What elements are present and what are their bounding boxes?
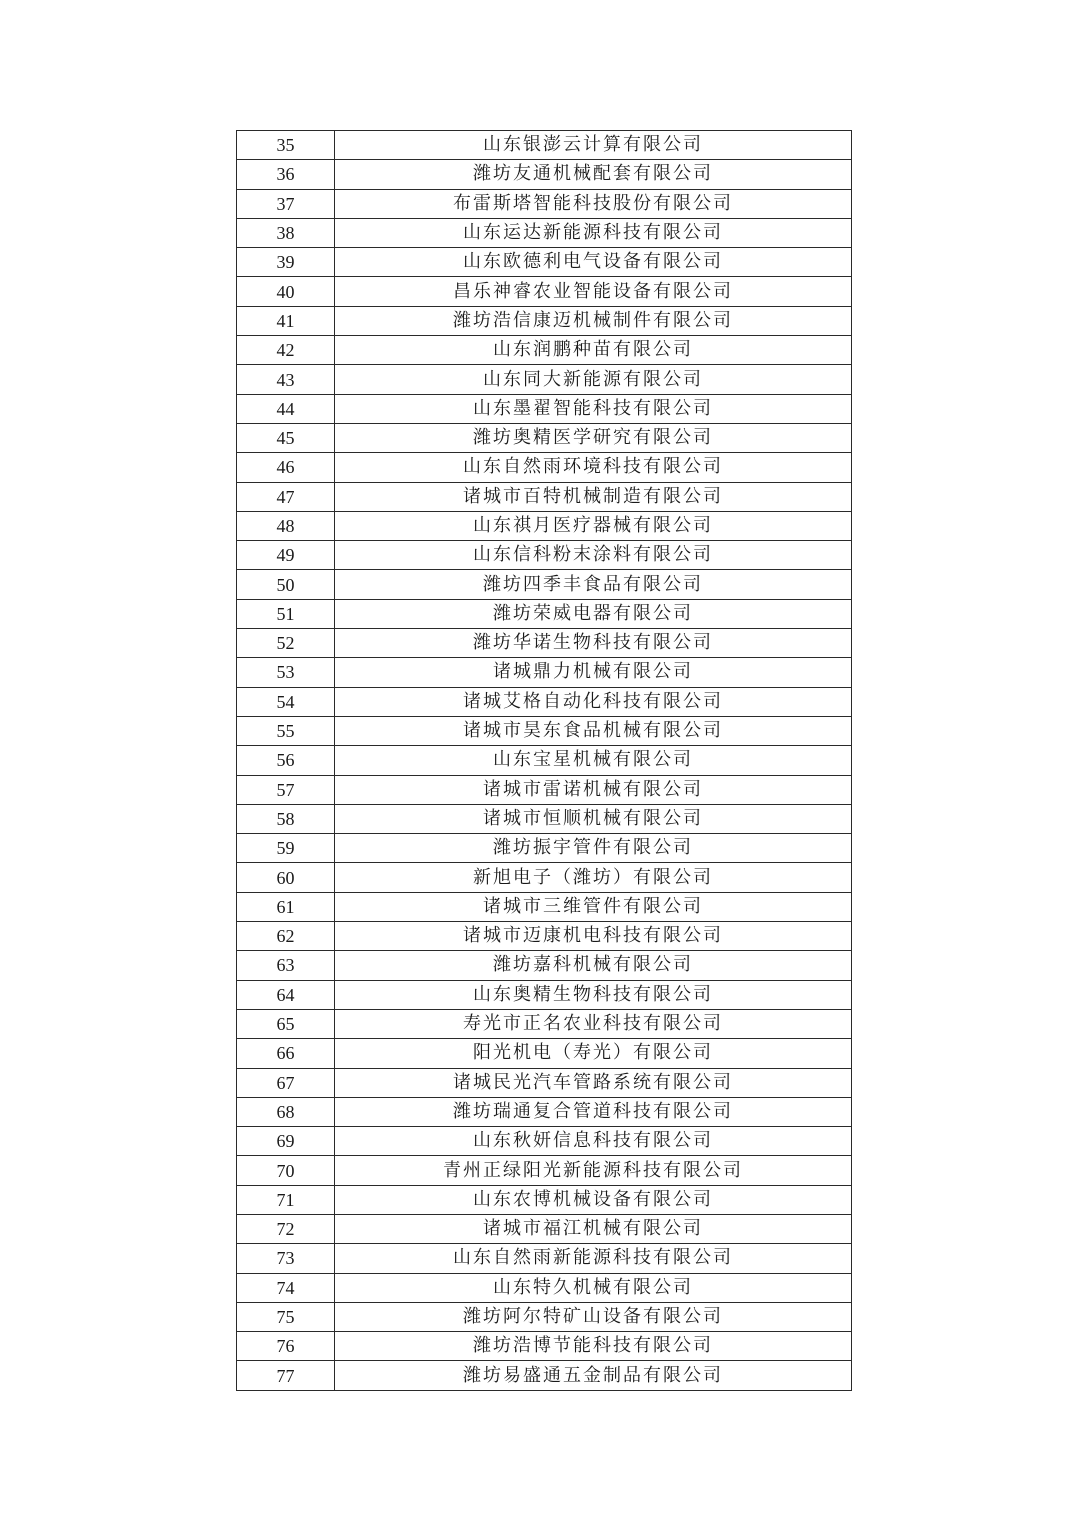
table-row: [237, 394, 852, 423]
company-name: 山东秋妍信息科技有限公司: [335, 1127, 852, 1156]
table-row: [237, 541, 852, 570]
company-name: 潍坊浩信康迈机械制件有限公司: [335, 306, 852, 335]
row-number: 51: [237, 599, 335, 628]
table-row: [237, 570, 852, 599]
table-row: [237, 1039, 852, 1068]
table-row: [237, 160, 852, 189]
table-row: [237, 804, 852, 833]
company-name: 潍坊荣威电器有限公司: [335, 599, 852, 628]
table-row: [237, 336, 852, 365]
company-name: 诸城市恒顺机械有限公司: [335, 804, 852, 833]
company-name: 山东欧德利电气设备有限公司: [335, 248, 852, 277]
row-number: 74: [237, 1273, 335, 1302]
row-number: 50: [237, 570, 335, 599]
row-number: 66: [237, 1039, 335, 1068]
row-number: 41: [237, 306, 335, 335]
company-name: 诸城市福江机械有限公司: [335, 1214, 852, 1243]
row-number: 63: [237, 951, 335, 980]
table-row: [237, 248, 852, 277]
company-name: 山东润鹏种苗有限公司: [335, 336, 852, 365]
row-number: 69: [237, 1127, 335, 1156]
table-row: [237, 922, 852, 951]
table-row: [237, 1097, 852, 1126]
company-name: 昌乐神睿农业智能设备有限公司: [335, 277, 852, 306]
row-number: 77: [237, 1361, 335, 1390]
row-number: 64: [237, 980, 335, 1009]
company-name: 山东自然雨环境科技有限公司: [335, 453, 852, 482]
table-row: [237, 775, 852, 804]
company-name: 山东特久机械有限公司: [335, 1273, 852, 1302]
row-number: 71: [237, 1185, 335, 1214]
table-row: [237, 306, 852, 335]
table-row: [237, 892, 852, 921]
row-number: 73: [237, 1244, 335, 1273]
company-name: 山东运达新能源科技有限公司: [335, 218, 852, 247]
company-name: 潍坊嘉科机械有限公司: [335, 951, 852, 980]
company-name: 新旭电子（潍坊）有限公司: [335, 863, 852, 892]
table-row: [237, 1302, 852, 1331]
row-number: 44: [237, 394, 335, 423]
table-row: [237, 277, 852, 306]
table-row: [237, 511, 852, 540]
company-name: 山东自然雨新能源科技有限公司: [335, 1244, 852, 1273]
row-number: 70: [237, 1156, 335, 1185]
company-name: 潍坊友通机械配套有限公司: [335, 160, 852, 189]
row-number: 54: [237, 687, 335, 716]
company-name: 潍坊浩博节能科技有限公司: [335, 1332, 852, 1361]
company-name: 诸城艾格自动化科技有限公司: [335, 687, 852, 716]
company-name: 寿光市正名农业科技有限公司: [335, 1009, 852, 1038]
row-number: 62: [237, 922, 335, 951]
row-number: 57: [237, 775, 335, 804]
row-number: 36: [237, 160, 335, 189]
row-number: 60: [237, 863, 335, 892]
row-number: 58: [237, 804, 335, 833]
company-name: 潍坊奥精医学研究有限公司: [335, 423, 852, 452]
company-name: 山东同大新能源有限公司: [335, 365, 852, 394]
company-name: 潍坊易盛通五金制品有限公司: [335, 1361, 852, 1390]
table-row: [237, 629, 852, 658]
row-number: 75: [237, 1302, 335, 1331]
row-number: 49: [237, 541, 335, 570]
table-row: [237, 834, 852, 863]
company-name: 山东农博机械设备有限公司: [335, 1185, 852, 1214]
row-number: 46: [237, 453, 335, 482]
row-number: 38: [237, 218, 335, 247]
company-name: 山东银澎云计算有限公司: [335, 131, 852, 160]
row-number: 40: [237, 277, 335, 306]
row-number: 37: [237, 189, 335, 218]
table-body: [237, 131, 852, 1391]
table-row: [237, 716, 852, 745]
company-name: 山东祺月医疗器械有限公司: [335, 511, 852, 540]
row-number: 47: [237, 482, 335, 511]
row-number: 43: [237, 365, 335, 394]
company-name: 布雷斯塔智能科技股份有限公司: [335, 189, 852, 218]
table-row: [237, 1273, 852, 1302]
row-number: 52: [237, 629, 335, 658]
table-row: [237, 189, 852, 218]
company-name: 青州正绿阳光新能源科技有限公司: [335, 1156, 852, 1185]
company-name: 诸城民光汽车管路系统有限公司: [335, 1068, 852, 1097]
row-number: 59: [237, 834, 335, 863]
company-name: 诸城市三维管件有限公司: [335, 892, 852, 921]
row-number: 65: [237, 1009, 335, 1038]
company-name: 山东墨翟智能科技有限公司: [335, 394, 852, 423]
company-name: 山东奥精生物科技有限公司: [335, 980, 852, 1009]
table-row: [237, 746, 852, 775]
table-row: [237, 453, 852, 482]
table-row: [237, 599, 852, 628]
company-name: 潍坊四季丰食品有限公司: [335, 570, 852, 599]
company-name: 阳光机电（寿光）有限公司: [335, 1039, 852, 1068]
company-name: 诸城鼎力机械有限公司: [335, 658, 852, 687]
table-row: [237, 1068, 852, 1097]
table-row: [237, 131, 852, 160]
company-name: 潍坊阿尔特矿山设备有限公司: [335, 1302, 852, 1331]
row-number: 56: [237, 746, 335, 775]
row-number: 55: [237, 716, 335, 745]
table-row: [237, 1244, 852, 1273]
row-number: 35: [237, 131, 335, 160]
row-number: 67: [237, 1068, 335, 1097]
row-number: 68: [237, 1097, 335, 1126]
table-row: [237, 980, 852, 1009]
table-row: [237, 1009, 852, 1038]
row-number: 61: [237, 892, 335, 921]
table-row: [237, 1214, 852, 1243]
table-row: [237, 482, 852, 511]
company-name: 潍坊华诺生物科技有限公司: [335, 629, 852, 658]
company-name: 诸城市昊东食品机械有限公司: [335, 716, 852, 745]
table-row: [237, 658, 852, 687]
table-row: [237, 687, 852, 716]
company-name: 山东信科粉末涂料有限公司: [335, 541, 852, 570]
row-number: 39: [237, 248, 335, 277]
table-row: [237, 218, 852, 247]
table-row: [237, 423, 852, 452]
company-name: 潍坊瑞通复合管道科技有限公司: [335, 1097, 852, 1126]
row-number: 72: [237, 1214, 335, 1243]
company-name: 诸城市百特机械制造有限公司: [335, 482, 852, 511]
company-name: 潍坊振宇管件有限公司: [335, 834, 852, 863]
table-row: [237, 1127, 852, 1156]
company-name: 诸城市迈康机电科技有限公司: [335, 922, 852, 951]
table-row: [237, 863, 852, 892]
row-number: 45: [237, 423, 335, 452]
row-number: 42: [237, 336, 335, 365]
company-name: 诸城市雷诺机械有限公司: [335, 775, 852, 804]
table-row: [237, 1361, 852, 1390]
table-row: [237, 951, 852, 980]
row-number: 76: [237, 1332, 335, 1361]
table-row: [237, 365, 852, 394]
table-row: [237, 1332, 852, 1361]
company-name: 山东宝星机械有限公司: [335, 746, 852, 775]
row-number: 48: [237, 511, 335, 540]
row-number: 53: [237, 658, 335, 687]
table-row: [237, 1185, 852, 1214]
table-row: [237, 1156, 852, 1185]
company-list-table: [236, 130, 852, 1391]
